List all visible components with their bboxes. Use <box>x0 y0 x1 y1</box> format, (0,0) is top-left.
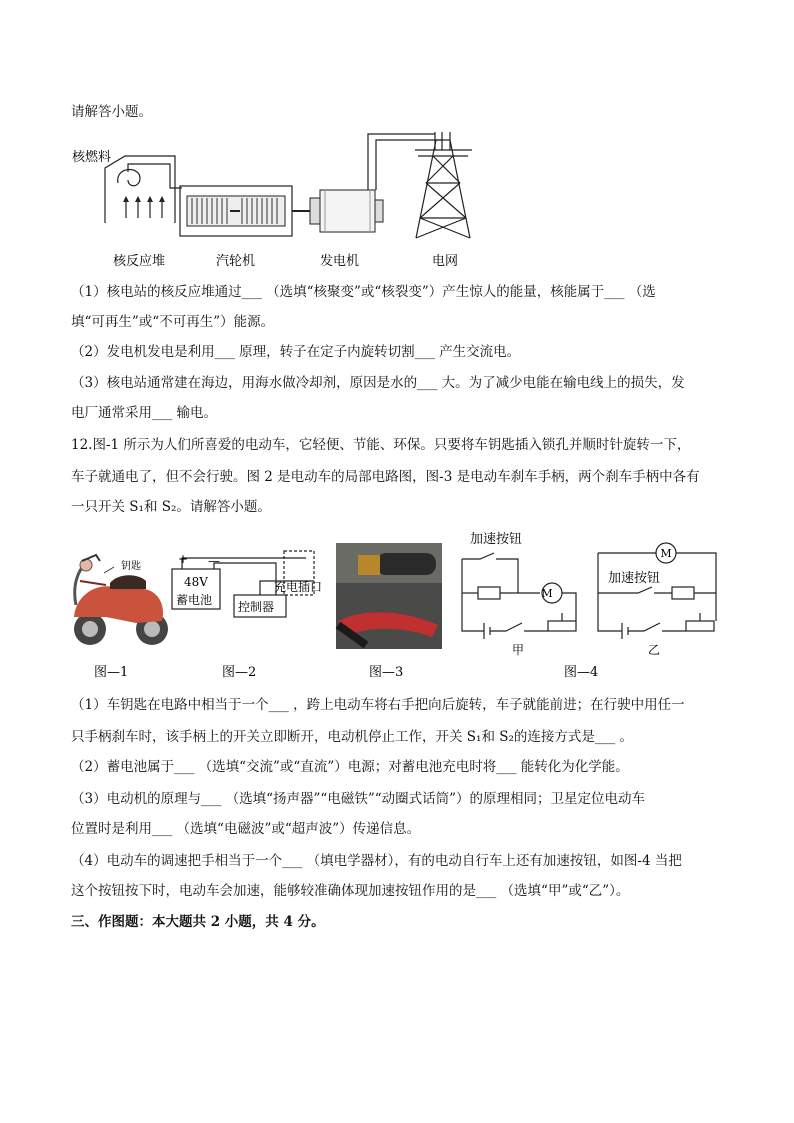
q11-line-1: （1）核电站的核反应堆通过___ （选填“核聚变”或“核裂变”）产生惊人的能量，核能属于___ （选 <box>71 284 656 300</box>
q12-part4-b: 这个按钮按下时，电动车会加速，能够较准确体现加速按钮作用的是___ （选填“甲”或“乙”）。 <box>71 883 630 899</box>
circuit-yi <box>598 543 716 639</box>
accel-label-yi: 加速按钮 <box>608 571 661 586</box>
q12-stem-2: 车子就通电了，但不会行驶。图 2 是电动车的局部电路图，图-3 是电动车刹车手柄，两个刹车手柄中各有 <box>71 469 700 485</box>
q11-line-2: 填“可再生”或“不可再生”）能源。 <box>71 314 275 330</box>
key-label: 钥匙 <box>121 561 141 572</box>
q12-part3-a: （3）电动机的原理与___ （选填“扬声器”“电磁铁”“动圈式话筒”）的原理相同；卫星定位电动车 <box>71 791 646 807</box>
nuclear-plant-figure <box>70 128 490 282</box>
motor-yi: M <box>660 547 672 560</box>
q12-part4-a: （4）电动车的调速把手相当于一个___ （填电学器材），有的电动自行车上还有加速按钮，如图-4 当把 <box>71 853 682 869</box>
label-jia: 甲 <box>512 643 525 657</box>
plus-sign: + <box>178 552 189 566</box>
controller-label: 控制器 <box>238 600 275 614</box>
accel-label-jia: 加速按钮 <box>470 532 523 547</box>
ebike-figures <box>66 525 726 689</box>
circuit-jia <box>462 553 576 639</box>
caption-fig2: 图—2 <box>222 665 257 680</box>
caption-generator: 发电机 <box>320 254 360 269</box>
caption-reactor: 核反应堆 <box>113 254 166 269</box>
caption-grid: 电网 <box>432 254 459 269</box>
q12-part1-a: （1）车钥匙在电路中相当于一个___ ，跨上电动车将右手把向后旋转，车子就能前进；在行驶中用任一 <box>71 697 685 713</box>
power-tower-drawing <box>415 132 472 238</box>
generator-drawing <box>310 134 442 232</box>
charge-port-label: 充电插口 <box>274 580 323 594</box>
minus-sign: — <box>208 554 220 568</box>
brake-handle-image <box>336 543 442 649</box>
section3-heading: 三、作图题：本大题共 2 小题，共 4 分。 <box>71 914 325 930</box>
q12-part3-b: 位置时是利用___ （选填“电磁波”或“超声波”）传递信息。 <box>71 821 421 837</box>
motor-jia: M <box>541 587 553 600</box>
caption-fig3: 图—3 <box>369 665 404 680</box>
q12-part2: （2）蓄电池属于___ （选填“交流”或“直流”）电源；对蓄电池充电时将___ 能转化为化学能。 <box>71 759 629 775</box>
intro-text: 请解答小题。 <box>71 104 152 120</box>
q11-line-3: （2）发电机发电是利用___ 原理，转子在定子内旋转切割___ 产生交流电。 <box>71 344 521 360</box>
q12-part1-b: 只手柄刹车时，该手柄上的开关立即断开，电动机停止工作，开关 S₁和 S₂的连接方式是___ 。 <box>71 729 633 745</box>
caption-fig1: 图—1 <box>94 665 129 680</box>
battery-label: 蓄电池 <box>176 593 213 607</box>
q11-line-4: （3）核电站通常建在海边，用海水做冷却剂，原因是水的___ 大。为了减少电能在输电线上的损失，发 <box>71 375 685 391</box>
label-yi: 乙 <box>648 643 661 657</box>
fuel-label: 核燃料 <box>72 150 112 165</box>
reactor-drawing <box>105 156 182 223</box>
q11-line-5: 电厂通常采用___ 输电。 <box>71 405 218 421</box>
q12-stem-3: 一只开关 S₁和 S₂。请解答小题。 <box>71 499 271 515</box>
battery-voltage: 48V <box>184 575 208 589</box>
caption-turbine: 汽轮机 <box>216 254 256 269</box>
caption-fig4: 图—4 <box>564 665 599 680</box>
turbine-drawing <box>180 186 310 236</box>
q12-stem-1: 12.图-1 所示为人们所喜爱的电动车，它轻便、节能、环保。只要将车钥匙插入锁孔并顺时针旋转一下， <box>71 437 691 453</box>
